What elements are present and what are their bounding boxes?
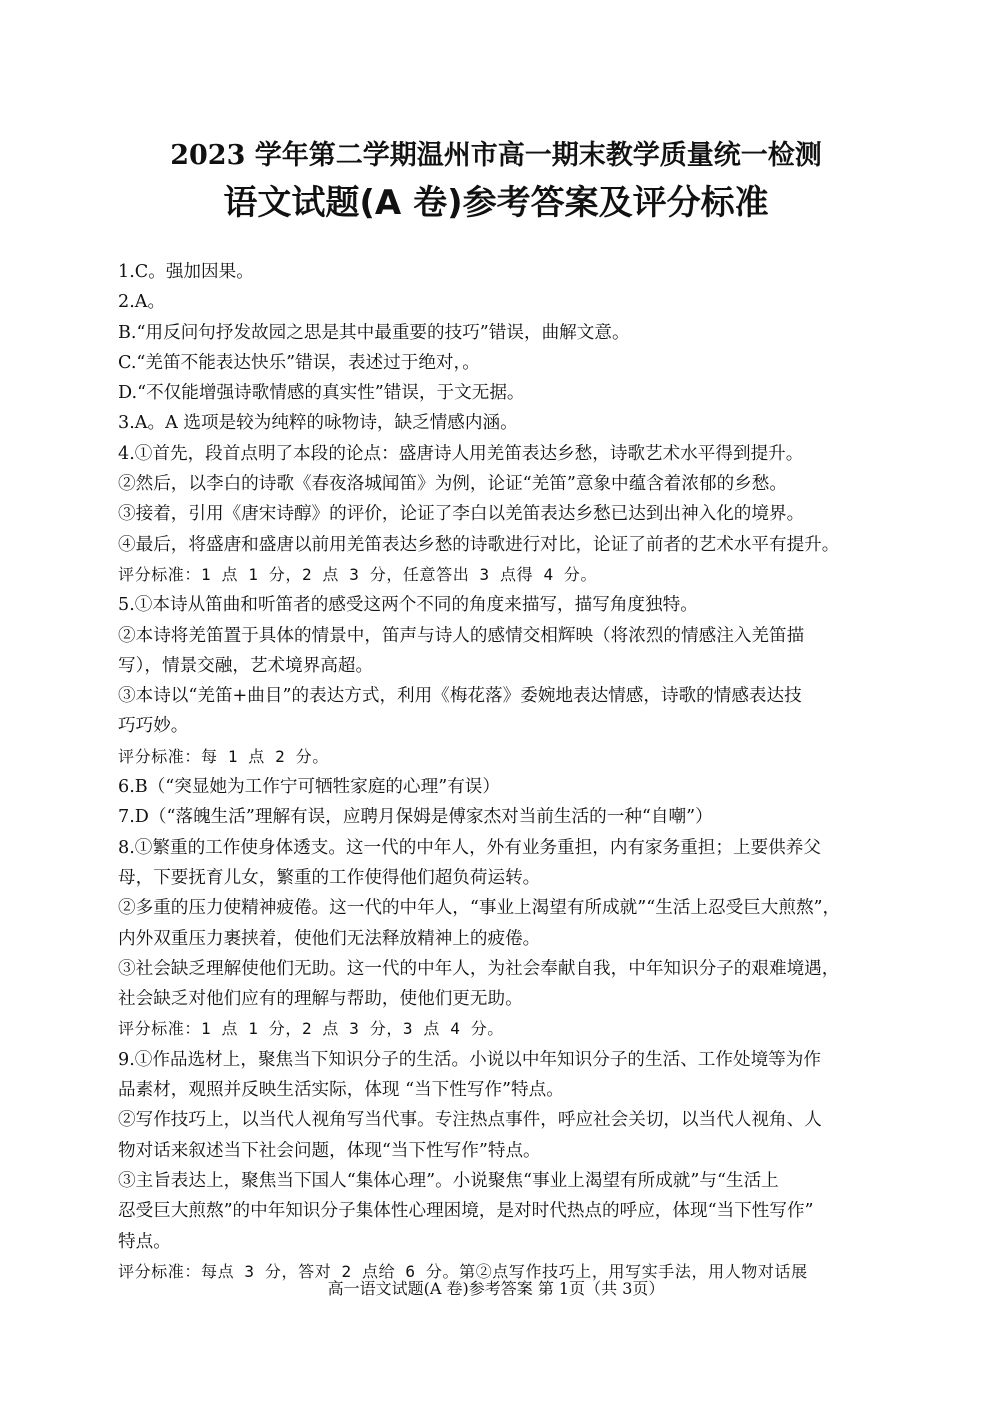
answer-line: 写），情景交融，艺术境界高超。 (118, 655, 374, 676)
answer-line: 物对话来叙述当下社会问题，体现“当下性写作”特点。 (118, 1140, 541, 1161)
answer-line: 母，下要抚育儿女，繁重的工作使得他们超负荷运转。 (118, 867, 541, 888)
document-title: 2023 学年第二学期温州市高一期末教学质量统一检测 (170, 140, 822, 171)
answer-line: ②写作技巧上，以当代人视角写当代事。专注热点事件，呼应社会关切，以当代人视角、人 (118, 1110, 822, 1131)
answer-line: 6.B（“突显她为工作宁可牺牲家庭的心理”有误） (118, 777, 500, 798)
answer-line: 3.A。A 选项是较为纯粹的咏物诗，缺乏情感内涵。 (118, 413, 518, 434)
answer-line: 4.①首先，段首点明了本段的论点：盛唐诗人用羌笛表达乡愁，诗歌艺术水平得到提升。 (118, 443, 804, 464)
grading-standard-line: 评分标准：1 点 1 分，2 点 3 分，任意答出 3 点得 4 分。 (118, 564, 598, 584)
grading-standard-line: 评分标准：每点 3 分，答对 2 点给 6 分。第②点写作技巧上，用写实手法，用人物对话展 (118, 1261, 808, 1281)
answer-line: 品素材，观照并反映生活实际，体现 “当下性写作”特点。 (118, 1080, 564, 1101)
page-footer: 高一语文试题(A 卷)参考答案 第 1页（共 3页） (327, 1279, 665, 1298)
answer-line: 内外双重压力裹挟着，使他们无法释放精神上的疲倦。 (118, 928, 541, 949)
answer-line: 9.①作品选材上，聚焦当下知识分子的生活。小说以中年知识分子的生活、工作处境等为作 (118, 1049, 821, 1070)
answer-line: ②然后，以李白的诗歌《春夜洛城闻笛》为例，论证“羌笛”意象中蕴含着浓郁的乡愁。 (118, 474, 787, 495)
answer-line: ③社会缺乏理解使他们无助。这一代的中年人，为社会奉献自我，中年知识分子的艰难境遇， (118, 958, 840, 979)
answer-line: 8.①繁重的工作使身体透支。这一代的中年人，外有业务重担，内有家务重担；上要供养父 (118, 837, 821, 858)
document-subtitle: 语文试题(A 卷)参考答案及评分标准 (223, 183, 769, 223)
answer-line: ③接着，引用《唐宋诗醇》的评价，论证了李白以羌笛表达乡愁已达到出神入化的境界。 (118, 504, 805, 525)
answer-line: ④最后，将盛唐和盛唐以前用羌笛表达乡愁的诗歌进行对比，论证了前者的艺术水平有提升。 (118, 534, 840, 555)
answer-line: C.“羌笛不能表达快乐”错误，表述过于绝对，。 (118, 352, 480, 373)
answer-line: ③主旨表达上，聚焦当下国人“集体心理”。小说聚焦“事业上渴望有所成就”与“生活上 (118, 1170, 779, 1191)
answer-line: ②本诗将羌笛置于具体的情景中，笛声与诗人的感情交相辉映（将浓烈的情感注入羌笛描 (118, 625, 805, 646)
answer-line: 1.C。强加因果。 (118, 262, 254, 282)
answer-line: D.“不仅能增强诗歌情感的真实性”错误，于文无据。 (118, 383, 525, 404)
answer-body (118, 257, 878, 1287)
answer-line: 2.A。 (118, 292, 166, 313)
answer-line: 7.D（“落魄生活”理解有误，应聘月保姆是傅家杰对当前生活的一种“自嘲”） (118, 807, 713, 828)
answer-line: 5.①本诗从笛曲和听笛者的感受这两个不同的角度来描写，描写角度独特。 (118, 595, 698, 616)
grading-standard-line: 评分标准：每 1 点 2 分。 (118, 746, 329, 766)
answer-line: ③本诗以“羌笛+曲目”的表达方式，利用《梅花落》委婉地表达情感，诗歌的情感表达技 (118, 686, 802, 707)
answer-line: ②多重的压力使精神疲倦。这一代的中年人，“事业上渴望有所成就”“生活上忍受巨大煎熬”， (118, 898, 841, 919)
grading-standard-line: 评分标准：1 点 1 分，2 点 3 分，3 点 4 分。 (118, 1019, 504, 1039)
answer-line: 社会缺乏对他们应有的理解与帮助，使他们更无助。 (118, 989, 523, 1010)
answer-line: 忍受巨大煎熬”的中年知识分子集体性心理困境，是对时代热点的呼应，体现“当下性写作” (118, 1201, 814, 1222)
answer-line: 特点。 (118, 1231, 171, 1252)
answer-line: B.“用反问句抒发故园之思是其中最重要的技巧”错误，曲解文意。 (118, 322, 630, 343)
answer-line: 巧巧妙。 (118, 716, 189, 737)
